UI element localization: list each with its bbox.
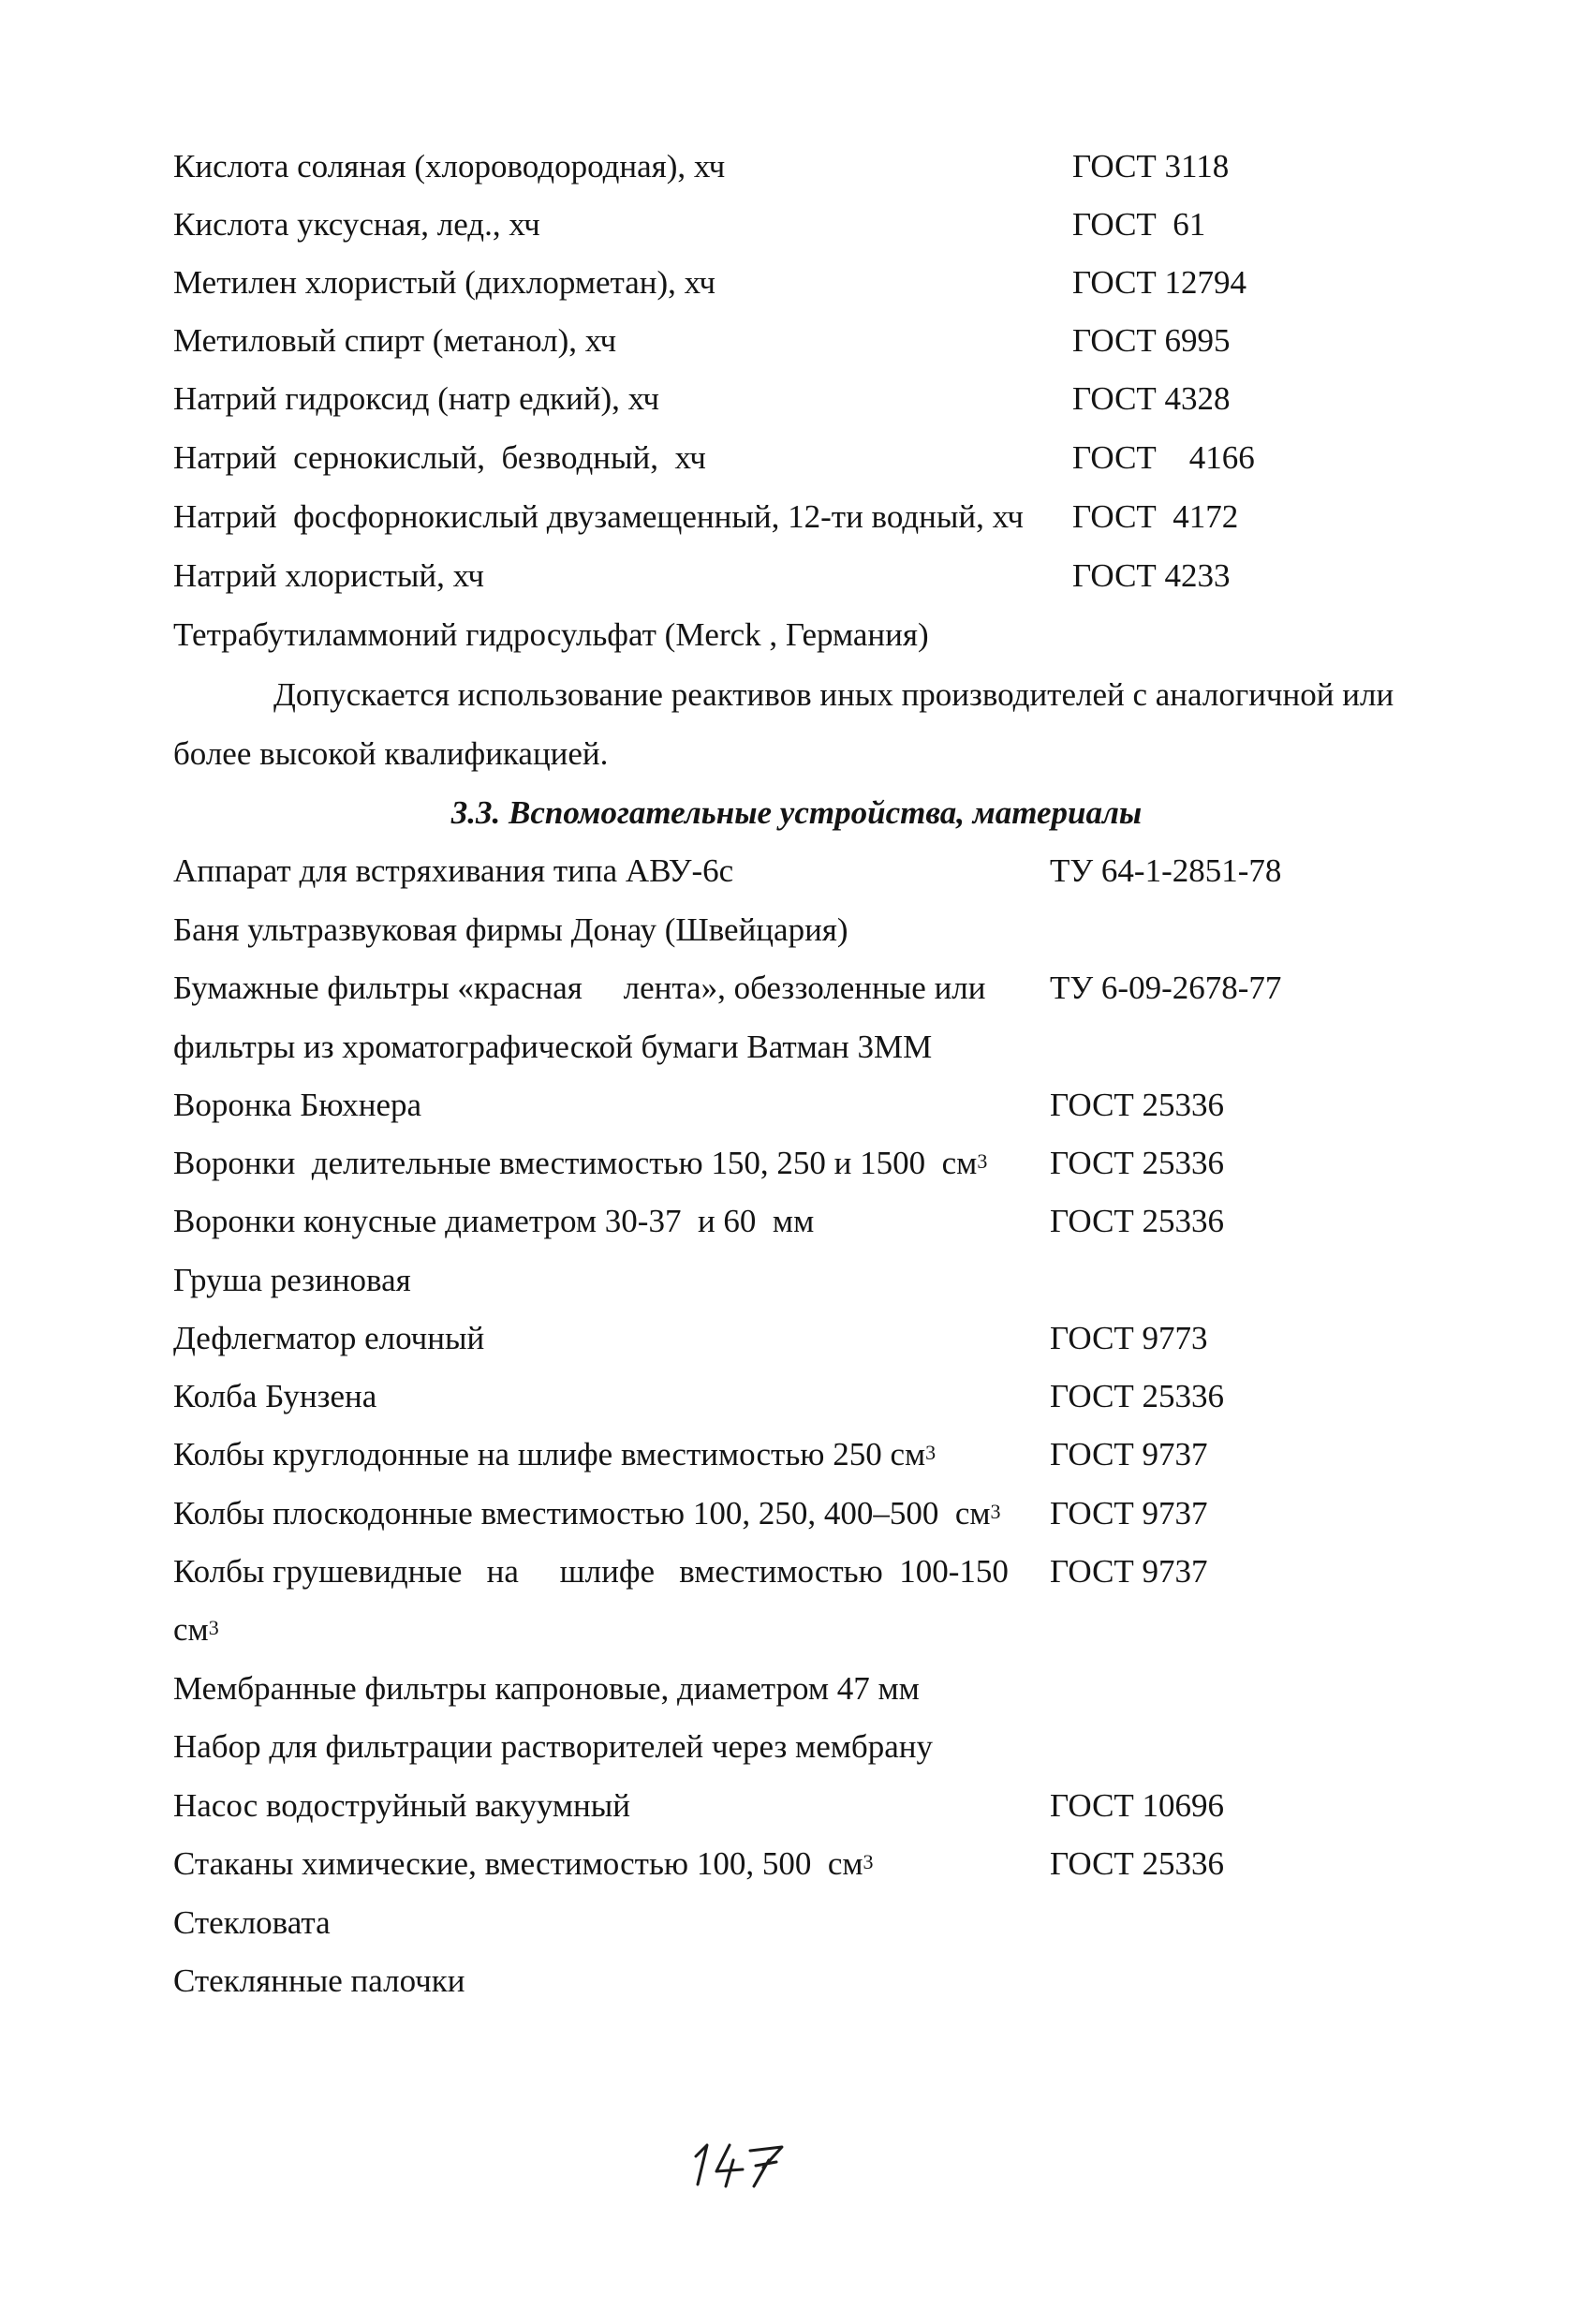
equipment-name: Дефлегматор елочный [173, 1320, 485, 1356]
equipment-name: Колбы грушевидные на шлифе вместимостью 100-150 [173, 1553, 1009, 1590]
equipment-standard: ГОСТ 25336 [1050, 1145, 1225, 1181]
equipment-name: Мембранные фильтры капроновые, диаметром 47 мм [173, 1670, 920, 1707]
equipment-standard: ГОСТ 25336 [1050, 1845, 1225, 1882]
superscript: 3 [208, 1616, 219, 1639]
equipment-row [0, 1964, 1593, 2007]
reagent-standard: ГОСТ 3118 [1072, 148, 1230, 185]
reagent-name: Кислота уксусная, лед., хч [173, 206, 540, 243]
equipment-name [173, 1613, 219, 1646]
equipment-standard: ГОСТ 25336 [1050, 1203, 1225, 1239]
reagent-row [0, 208, 1593, 251]
equipment-row [0, 1205, 1593, 1248]
reagent-standard: ГОСТ 12794 [1072, 264, 1247, 301]
equipment-name: Насос водоструйный вакуумный [173, 1787, 630, 1824]
reagent-name: Метиловый спирт (метанол), хч [173, 322, 617, 359]
equipment-name: Воронки конусные диаметром 30-37 и 60 мм [173, 1203, 815, 1239]
reagent-standard: ГОСТ 4172 [1072, 498, 1239, 535]
equipment-row [0, 1555, 1593, 1598]
equipment-name: фильтры из хроматографической бумаги Ватман 3ММ [173, 1029, 933, 1065]
equipment-row [0, 1322, 1593, 1365]
equipment-row [0, 1906, 1593, 1949]
reagent-name: Тетрабутиламмоний гидросульфат (Merck , Германия) [173, 616, 929, 653]
equipment-name-text: Воронки делительные вместимостью 150, 250 и 1500 см [173, 1145, 978, 1181]
equipment-name-text: Колбы плоскодонные вместимостью 100, 250, 400–500 см [173, 1495, 991, 1532]
superscript: 3 [863, 1850, 874, 1873]
equipment-name: Набор для фильтрации растворителей через мембрану [173, 1728, 933, 1765]
equipment-name [173, 1847, 874, 1880]
equipment-row [0, 1730, 1593, 1773]
reagent-row [0, 150, 1593, 193]
superscript: 3 [977, 1149, 988, 1173]
reagent-row [0, 559, 1593, 602]
reagent-name: Натрий сернокислый, безводный, хч [173, 439, 706, 476]
equipment-name: Бумажные фильтры «красная лента», обеззоленные или [173, 970, 986, 1006]
equipment-name: Воронка Бюхнера [173, 1087, 422, 1123]
equipment-standard: ГОСТ 25336 [1050, 1087, 1225, 1123]
equipment-row [0, 1264, 1593, 1307]
equipment-standard: ТУ 64-1-2851-78 [1050, 852, 1282, 889]
equipment-row [0, 1380, 1593, 1423]
reagent-name: Натрий хлористый, хч [173, 557, 484, 594]
equipment-name [173, 1497, 1001, 1530]
equipment-standard: ГОСТ 25336 [1050, 1378, 1225, 1414]
equipment-row [0, 1030, 1593, 1073]
section-heading: 3.3. Вспомогательные устройства, материалы [450, 794, 1143, 831]
reagent-standard: ГОСТ 4166 [1072, 439, 1255, 476]
note-line: более высокой квалификацией. [173, 735, 609, 772]
reagent-row [0, 500, 1593, 543]
reagent-row [0, 266, 1593, 309]
equipment-row [0, 1497, 1593, 1540]
equipment-standard: ГОСТ 9737 [1050, 1495, 1208, 1532]
equipment-row [0, 1147, 1593, 1190]
equipment-name: Груша резиновая [173, 1262, 411, 1298]
equipment-standard: ГОСТ 9737 [1050, 1553, 1208, 1590]
equipment-standard: ГОСТ 10696 [1050, 1787, 1225, 1824]
reagent-standard: ГОСТ 4233 [1072, 557, 1231, 594]
equipment-row [0, 854, 1593, 897]
equipment-row [0, 1789, 1593, 1832]
reagent-name: Кислота соляная (хлороводородная), хч [173, 148, 726, 185]
reagent-name: Метилен хлористый (дихлорметан), хч [173, 264, 716, 301]
equipment-row [0, 1672, 1593, 1715]
equipment-name: Баня ультразвуковая фирмы Донау (Швейцария) [173, 911, 848, 948]
reagent-row [0, 618, 1593, 661]
superscript: 3 [990, 1500, 1001, 1523]
equipment-row [0, 1847, 1593, 1890]
reagent-row [0, 324, 1593, 367]
reagent-row [0, 382, 1593, 425]
equipment-row [0, 971, 1593, 1014]
equipment-standard: ТУ 6-09-2678-77 [1050, 970, 1282, 1006]
equipment-row [0, 913, 1593, 956]
equipment-name: Стекловата [173, 1904, 331, 1941]
reagent-row [0, 441, 1593, 484]
reagent-standard: ГОСТ 6995 [1072, 322, 1231, 359]
equipment-name [173, 1147, 987, 1179]
equipment-name [173, 1438, 936, 1471]
equipment-name-text: Колбы круглодонные на шлифе вместимостью 250 см [173, 1436, 926, 1473]
superscript: 3 [925, 1441, 937, 1464]
note-line: Допускается использование реактивов иных производителей с аналогичной или [273, 676, 1394, 713]
page-number [688, 2136, 791, 2192]
equipment-name-text: Стаканы химические, вместимостью 100, 500 см [173, 1845, 863, 1882]
equipment-standard: ГОСТ 9773 [1050, 1320, 1208, 1356]
equipment-row [0, 1088, 1593, 1132]
equipment-name: Стеклянные палочки [173, 1962, 465, 1999]
equipment-row [0, 1438, 1593, 1481]
equipment-standard: ГОСТ 9737 [1050, 1436, 1208, 1473]
equipment-name: Колба Бунзена [173, 1378, 377, 1414]
reagent-standard: ГОСТ 61 [1072, 206, 1206, 243]
equipment-row [0, 1613, 1593, 1656]
equipment-name-text: см [173, 1611, 209, 1648]
reagent-name: Натрий фосфорнокислый двузамещенный, 12-ти водный, хч [173, 498, 1024, 535]
equipment-name: Аппарат для встряхивания типа АВУ-6с [173, 852, 734, 889]
reagent-standard: ГОСТ 4328 [1072, 380, 1231, 417]
reagent-name: Натрий гидроксид (натр едкий), хч [173, 380, 660, 417]
